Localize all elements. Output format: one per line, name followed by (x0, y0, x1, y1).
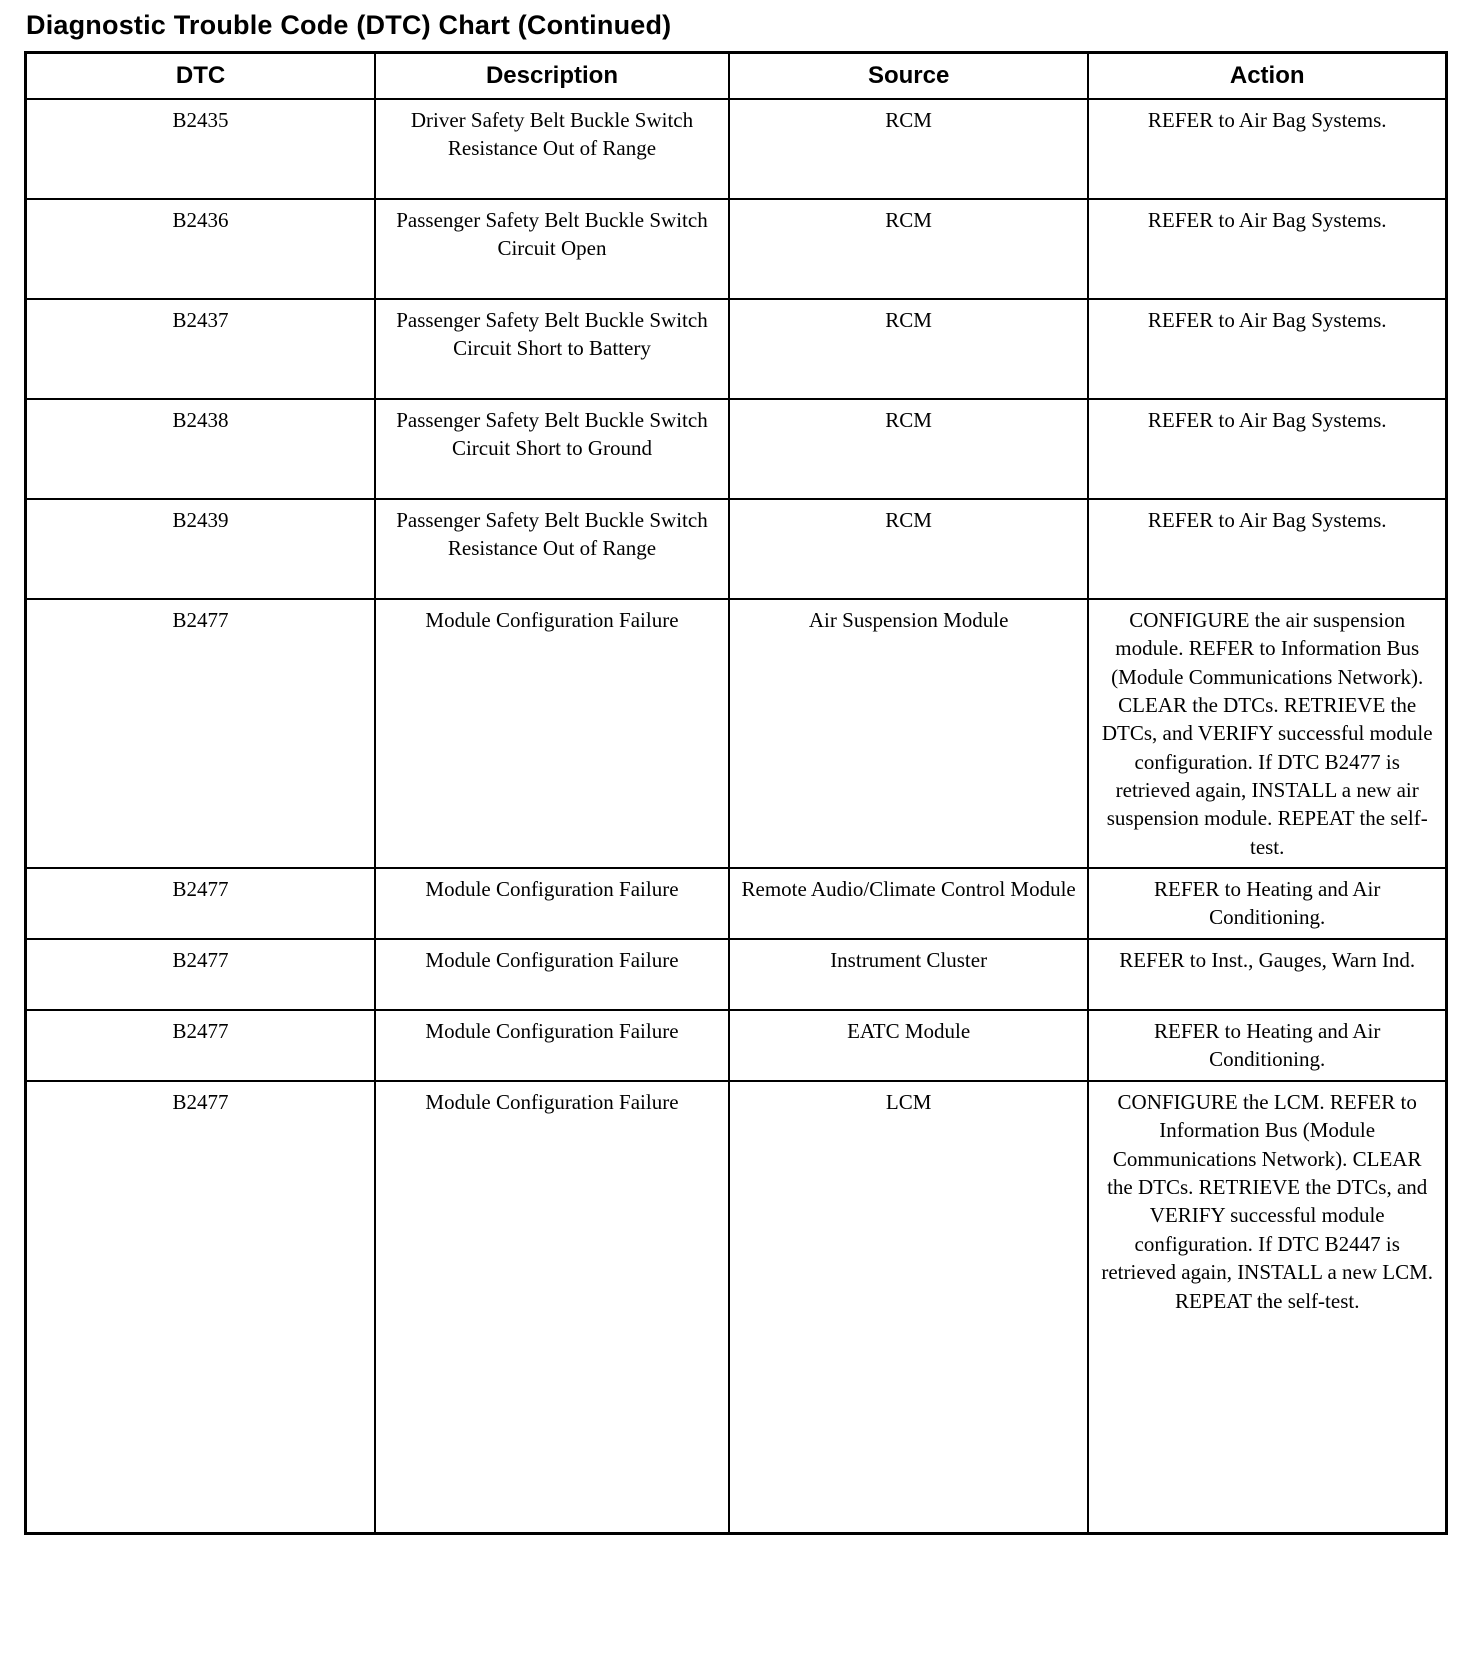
cell-action: CONFIGURE the LCM. REFER to Information Bus (Module Communications Network). CLEAR the DTCs. RETRIEVE the DTCs, and VERIFY successful module configuration. If DTC B2447 is retrieved again, INSTALL a new LCM. REPEAT the self-test. (1088, 1081, 1446, 1533)
cell-source: RCM (729, 99, 1089, 199)
cell-dtc: B2437 (26, 299, 376, 399)
cell-dtc: B2438 (26, 399, 376, 499)
cell-source: RCM (729, 399, 1089, 499)
cell-description: Passenger Safety Belt Buckle Switch Circuit Short to Battery (375, 299, 729, 399)
cell-source: EATC Module (729, 1010, 1089, 1081)
cell-dtc: B2435 (26, 99, 376, 199)
table-row (26, 199, 1447, 299)
cell-dtc: B2477 (26, 1010, 376, 1081)
cell-source: Air Suspension Module (729, 599, 1089, 868)
cell-action: REFER to Inst., Gauges, Warn Ind. (1088, 939, 1446, 1010)
cell-action: REFER to Air Bag Systems. (1088, 99, 1446, 199)
cell-description: Module Configuration Failure (375, 939, 729, 1010)
table-row (26, 1081, 1447, 1533)
cell-description: Passenger Safety Belt Buckle Switch Resistance Out of Range (375, 499, 729, 599)
table-header-row (26, 53, 1447, 100)
cell-action: CONFIGURE the air suspension module. REFER to Information Bus (Module Communications Network). CLEAR the DTCs. RETRIEVE the DTCs, and VERIFY successful module configuration. If DTC B2477 is retrieved again, INSTALL a new air suspension module. REPEAT the self-test. (1088, 599, 1446, 868)
table-row (26, 868, 1447, 939)
table-row (26, 399, 1447, 499)
cell-description: Module Configuration Failure (375, 1010, 729, 1081)
table-row (26, 499, 1447, 599)
cell-action: REFER to Air Bag Systems. (1088, 299, 1446, 399)
table-row (26, 1010, 1447, 1081)
table-row (26, 99, 1447, 199)
cell-action: REFER to Heating and Air Conditioning. (1088, 868, 1446, 939)
cell-source: Remote Audio/Climate Control Module (729, 868, 1089, 939)
dtc-table (24, 51, 1448, 1535)
cell-source: Instrument Cluster (729, 939, 1089, 1010)
page-title: Diagnostic Trouble Code (DTC) Chart (Continued) (26, 10, 672, 40)
cell-description: Module Configuration Failure (375, 599, 729, 868)
cell-description: Driver Safety Belt Buckle Switch Resistance Out of Range (375, 99, 729, 199)
cell-source: RCM (729, 299, 1089, 399)
cell-dtc: B2477 (26, 868, 376, 939)
cell-dtc: B2477 (26, 1081, 376, 1533)
cell-dtc: B2436 (26, 199, 376, 299)
column-header-source: Source (729, 53, 1089, 100)
cell-action: REFER to Air Bag Systems. (1088, 399, 1446, 499)
table-row (26, 599, 1447, 868)
column-header-dtc: DTC (26, 53, 376, 100)
table-row (26, 299, 1447, 399)
cell-description: Module Configuration Failure (375, 1081, 729, 1533)
cell-dtc: B2477 (26, 939, 376, 1010)
column-header-action: Action (1088, 53, 1446, 100)
cell-description: Module Configuration Failure (375, 868, 729, 939)
cell-source: RCM (729, 199, 1089, 299)
cell-action: REFER to Air Bag Systems. (1088, 199, 1446, 299)
table-body (26, 99, 1447, 1533)
cell-source: LCM (729, 1081, 1089, 1533)
cell-action: REFER to Heating and Air Conditioning. (1088, 1010, 1446, 1081)
cell-dtc: B2477 (26, 599, 376, 868)
table-row (26, 939, 1447, 1010)
cell-dtc: B2439 (26, 499, 376, 599)
cell-source: RCM (729, 499, 1089, 599)
cell-action: REFER to Air Bag Systems. (1088, 499, 1446, 599)
cell-description: Passenger Safety Belt Buckle Switch Circuit Open (375, 199, 729, 299)
column-header-description: Description (375, 53, 729, 100)
cell-description: Passenger Safety Belt Buckle Switch Circuit Short to Ground (375, 399, 729, 499)
